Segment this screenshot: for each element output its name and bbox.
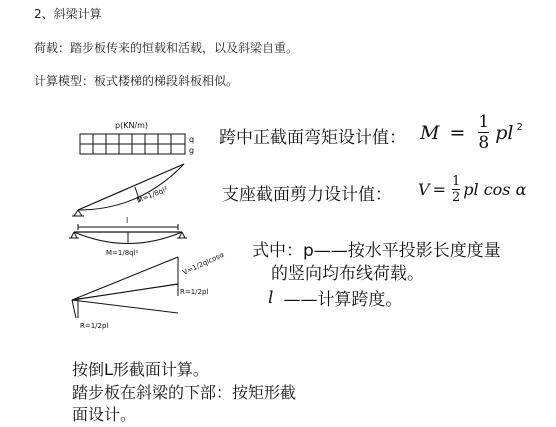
section-title: 2、斜梁计算 (34, 7, 102, 21)
moment-fraction (478, 112, 489, 153)
shear-diagram (72, 257, 178, 318)
p-note-line-1: 式中：p——按水平投影长度度量 (252, 241, 501, 261)
shear-rhs: pl cos α (463, 180, 527, 199)
l-description: ——计算跨度。 (283, 290, 403, 310)
p-note-line-2: 的竖向均布线荷载。 (271, 264, 424, 284)
moment-formula (420, 112, 523, 153)
moment-equals: = (449, 121, 466, 144)
shear-fraction (452, 174, 460, 205)
moment-rhs: pl (495, 121, 514, 144)
bottom-line-1: 按倒L形截面计算。 (72, 360, 209, 379)
shear-description: 支座截面剪力设计值： (222, 185, 392, 205)
moment-exponent: 2 (516, 122, 523, 133)
shear-formula (418, 174, 526, 205)
reaction-right-label: R=1/2pl (180, 288, 209, 296)
horizontal-beam (69, 224, 187, 244)
q-label: q (189, 135, 195, 144)
l-symbol: l (268, 287, 274, 308)
shear-lhs: V (418, 180, 430, 199)
g-label: g (189, 146, 195, 155)
shear-equals: = (432, 180, 446, 199)
model-description: 计算模型：板式楼梯的梯段斜板相似。 (34, 74, 239, 88)
moment-label-2: M=1/8ql² (106, 249, 139, 257)
load-description: 荷载：踏步板传来的恒载和活载，以及斜梁自重。 (34, 41, 299, 55)
bottom-line-2: 踏步板在斜梁的下部：按矩形截 (72, 383, 297, 402)
moment-denominator: 8 (478, 133, 490, 153)
shear-denominator: 2 (451, 190, 461, 205)
shear-numerator: 1 (451, 174, 461, 189)
span-label: l (126, 216, 129, 225)
shear-label: V=1/2qlcosα (181, 250, 226, 277)
moment-description: 跨中正截面弯矩设计值： (219, 128, 406, 148)
moment-lhs: M (420, 121, 440, 144)
load-label: p(KN/m) (115, 121, 149, 130)
l-note (268, 285, 402, 310)
moment-label-1: M=1/8ql² (135, 185, 169, 205)
reaction-left-label: R=1/2pl (80, 322, 109, 330)
moment-numerator: 1 (478, 112, 490, 132)
bottom-line-3: 面设计。 (72, 405, 137, 424)
load-grid (80, 134, 185, 154)
